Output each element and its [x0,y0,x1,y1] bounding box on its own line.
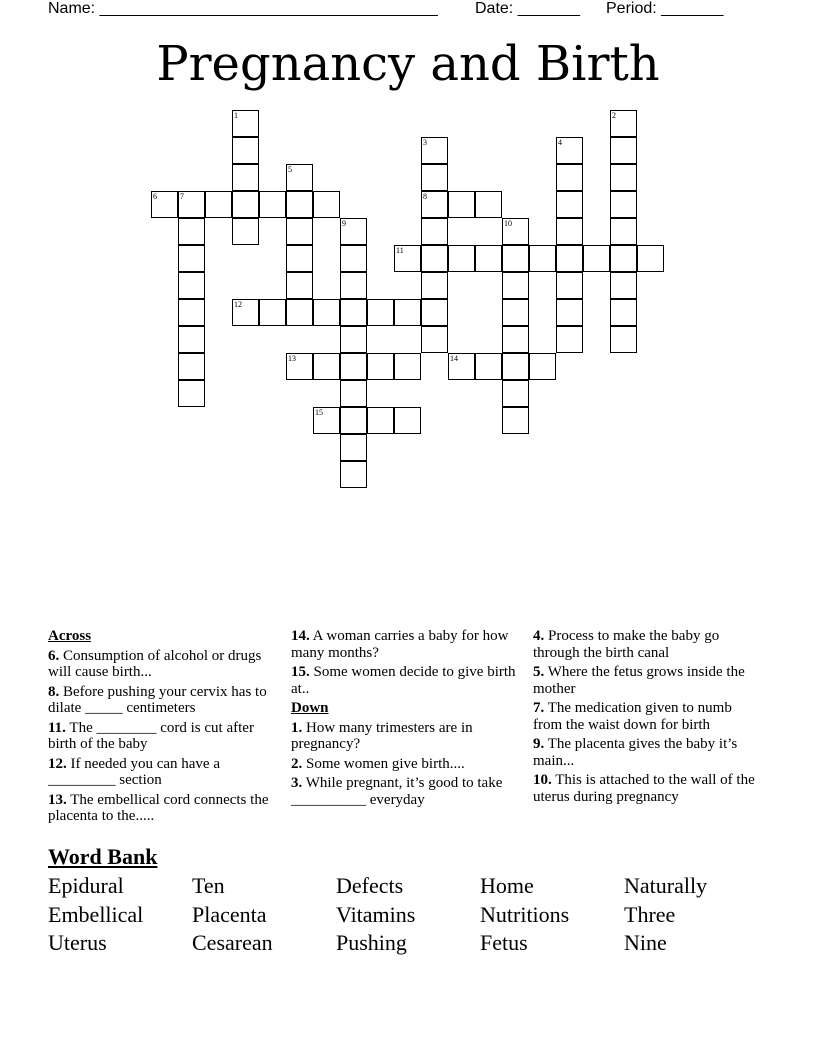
crossword-cell[interactable] [313,191,340,218]
clue-number: 4. [533,628,545,644]
clue [291,664,516,697]
word-bank-word: Fetus [480,930,528,955]
crossword-cell[interactable] [421,191,448,218]
crossword-cell[interactable] [421,326,448,353]
cell-number: 10 [504,219,512,228]
name-line: Name: ______________________________________ [48,0,438,17]
clue-text: The placenta gives the baby it’s main... [533,736,738,769]
word-bank-word: Pushing [336,930,407,955]
crossword-cell[interactable] [367,407,394,434]
crossword-cell[interactable] [286,245,313,272]
cell-number: 1 [234,111,238,120]
clue-number: 1. [291,719,303,736]
clue-text: This is attached to the wall of the uterus during pregnancy [533,772,755,805]
crossword-cell[interactable] [583,245,610,272]
crossword-cell[interactable] [286,272,313,299]
word-bank-word: Naturally [624,873,708,898]
crossword-cell[interactable] [394,299,421,326]
clue [48,720,278,753]
cell-number: 2 [612,111,616,120]
clue-number: 7. [533,700,545,716]
crossword-cell[interactable] [340,407,367,434]
crossword-cell[interactable] [475,191,502,218]
cell-number: 9 [342,219,346,228]
clue-number: 2. [291,755,303,772]
crossword-cell[interactable] [394,245,421,272]
crossword-cell[interactable] [313,299,340,326]
crossword-cell[interactable] [421,245,448,272]
crossword-cell[interactable] [610,137,637,164]
crossword-cell[interactable] [340,434,367,461]
word-bank-word: Cesarean [192,930,273,955]
clue-number: 8. [48,683,60,700]
crossword-cell[interactable] [151,191,178,218]
crossword-cell[interactable] [178,299,205,326]
clue [533,628,763,661]
clues-column-1 [48,628,278,828]
crossword-cell[interactable] [610,299,637,326]
crossword-cell[interactable] [610,164,637,191]
clue-number: 9. [533,736,545,752]
across-heading: Across [48,628,92,644]
crossword-cell[interactable] [556,245,583,272]
clue-text: How many trimesters are in pregnancy? [291,719,473,752]
crossword-cell[interactable] [340,272,367,299]
crossword-cell[interactable] [475,245,502,272]
word-bank-word: Home [480,873,534,898]
crossword-cell[interactable] [367,299,394,326]
crossword-cell[interactable] [502,353,529,380]
clue-text: Consumption of alcohol or drugs will cause birth... [48,647,262,680]
crossword-cell[interactable] [232,137,259,164]
crossword-cell[interactable] [232,218,259,245]
clue [533,664,763,697]
clue-text: Before pushing your cervix has to dilate _____ centimeters [48,683,267,716]
clue-number: 15. [291,664,310,680]
crossword-cell[interactable] [178,272,205,299]
crossword-cell[interactable] [286,191,313,218]
crossword-cell[interactable] [178,191,205,218]
crossword-cell[interactable] [232,191,259,218]
crossword-cell[interactable] [286,218,313,245]
word-bank-title: Word Bank [48,844,158,869]
crossword-cell[interactable] [610,110,637,137]
crossword-cell[interactable] [556,191,583,218]
down-clues-list [291,720,516,809]
crossword-cell[interactable] [313,353,340,380]
crossword-cell[interactable] [502,245,529,272]
crossword-cell[interactable] [394,407,421,434]
crossword-cell[interactable] [502,407,529,434]
page-title: Pregnancy and Birth [156,36,660,92]
crossword-cell[interactable] [178,353,205,380]
crossword-cell[interactable] [340,299,367,326]
word-bank-word: Uterus [48,930,107,955]
date-line: Date: _______ [475,0,580,17]
crossword-cell[interactable] [502,299,529,326]
word-bank-word: Nine [624,930,667,955]
crossword-cell[interactable] [529,353,556,380]
word-bank-word: Embellical [48,902,144,927]
word-bank-word: Nutritions [480,902,570,927]
crossword-cell[interactable] [637,245,664,272]
clue-number: 12. [48,755,67,772]
clue-number: 14. [291,628,310,644]
crossword-cell[interactable] [286,353,313,380]
cell-number: 4 [558,138,562,147]
down-heading: Down [291,700,329,716]
clue-text: While pregnant, it’s good to take __________ everyday [291,775,503,808]
clue-number: 3. [291,775,303,791]
crossword-cell[interactable] [610,245,637,272]
clue [48,792,278,825]
clue [48,648,278,681]
clue [291,775,516,808]
clue-text: The medication given to numb from the waist down for birth [533,700,732,733]
clue-text: Some women decide to give birth at.. [291,664,516,697]
crossword-cell[interactable] [448,245,475,272]
clue-number: 10. [533,772,552,788]
word-bank-word: Epidural [48,873,124,898]
crossword-cell[interactable] [610,191,637,218]
crossword-cell[interactable] [556,326,583,353]
clue-number: 6. [48,647,60,664]
clue-text: The embellical cord connects the placenta to the..... [48,791,269,824]
crossword-cell[interactable] [502,272,529,299]
cell-number: 8 [423,192,427,201]
cell-number: 15 [315,408,323,417]
crossword-cell[interactable] [232,299,259,326]
crossword-cell[interactable] [232,110,259,137]
crossword-cell[interactable] [502,326,529,353]
clue [533,736,763,769]
clues-column-2 [291,628,516,811]
clue [291,628,516,661]
crossword-cell[interactable] [610,272,637,299]
crossword-cell[interactable] [448,191,475,218]
crossword-cell[interactable] [421,164,448,191]
crossword-cell[interactable] [178,326,205,353]
clue [48,756,278,789]
crossword-cell[interactable] [259,299,286,326]
period-line: Period: _______ [606,0,724,17]
cell-number: 6 [153,192,157,201]
crossword-cell[interactable] [394,353,421,380]
word-bank-word: Three [624,902,676,927]
crossword-cell[interactable] [178,218,205,245]
clue [533,700,763,733]
crossword-cell[interactable] [556,218,583,245]
crossword-cell[interactable] [340,353,367,380]
crossword-cell[interactable] [178,245,205,272]
crossword-cell[interactable] [529,245,556,272]
crossword-cell[interactable] [556,137,583,164]
down-clues-continued [533,628,763,805]
crossword-cell[interactable] [340,461,367,488]
clue [48,684,278,717]
cell-number: 11 [396,246,404,255]
cell-number: 13 [288,354,296,363]
crossword-cell[interactable] [502,380,529,407]
crossword-cell[interactable] [610,326,637,353]
cell-number: 12 [234,300,242,309]
clues-column-3 [533,628,763,808]
word-bank-word: Defects [336,873,404,898]
crossword-cell[interactable] [205,191,232,218]
crossword-cell[interactable] [556,164,583,191]
crossword-cell[interactable] [340,380,367,407]
crossword-cell[interactable] [556,299,583,326]
crossword-cell[interactable] [421,299,448,326]
crossword-cell[interactable] [259,191,286,218]
crossword-cell[interactable] [421,272,448,299]
crossword-cell[interactable] [502,218,529,245]
crossword-cell[interactable] [340,218,367,245]
crossword-cell[interactable] [286,164,313,191]
crossword-cell[interactable] [232,164,259,191]
clue-number: 5. [533,664,545,680]
clue [533,772,763,805]
clue [291,720,516,753]
clue-text: Where the fetus grows inside the mother [533,664,745,697]
crossword-cell[interactable] [313,407,340,434]
crossword-cell[interactable] [367,353,394,380]
clue-text: Some women give birth.... [302,755,465,772]
crossword-cell[interactable] [421,218,448,245]
crossword-cell[interactable] [178,380,205,407]
clue-number: 11. [48,719,66,736]
clue [291,756,516,773]
clue-text: A woman carries a baby for how many months? [291,628,509,661]
crossword-cell[interactable] [340,326,367,353]
crossword-cell[interactable] [421,137,448,164]
crossword-cell[interactable] [448,353,475,380]
cell-number: 3 [423,138,427,147]
clue-text: If needed you can have a _________ section [48,755,221,788]
clue-number: 13. [48,791,67,808]
cell-number: 7 [180,192,184,201]
cell-number: 14 [450,354,458,363]
word-bank-word: Ten [192,873,225,898]
across-clues-list [48,648,278,825]
crossword-cell[interactable] [556,272,583,299]
word-bank-word: Vitamins [336,902,416,927]
crossword-cell[interactable] [610,218,637,245]
crossword-cell[interactable] [475,353,502,380]
crossword-cell[interactable] [286,299,313,326]
word-bank-word: Placenta [192,902,267,927]
crossword-grid [0,0,816,520]
cell-number: 5 [288,165,292,174]
across-clues-continued [291,628,516,697]
clue-text: The ________ cord is cut after birth of the baby [48,719,254,752]
clue-text: Process to make the baby go through the birth canal [533,628,720,661]
crossword-cell[interactable] [340,245,367,272]
